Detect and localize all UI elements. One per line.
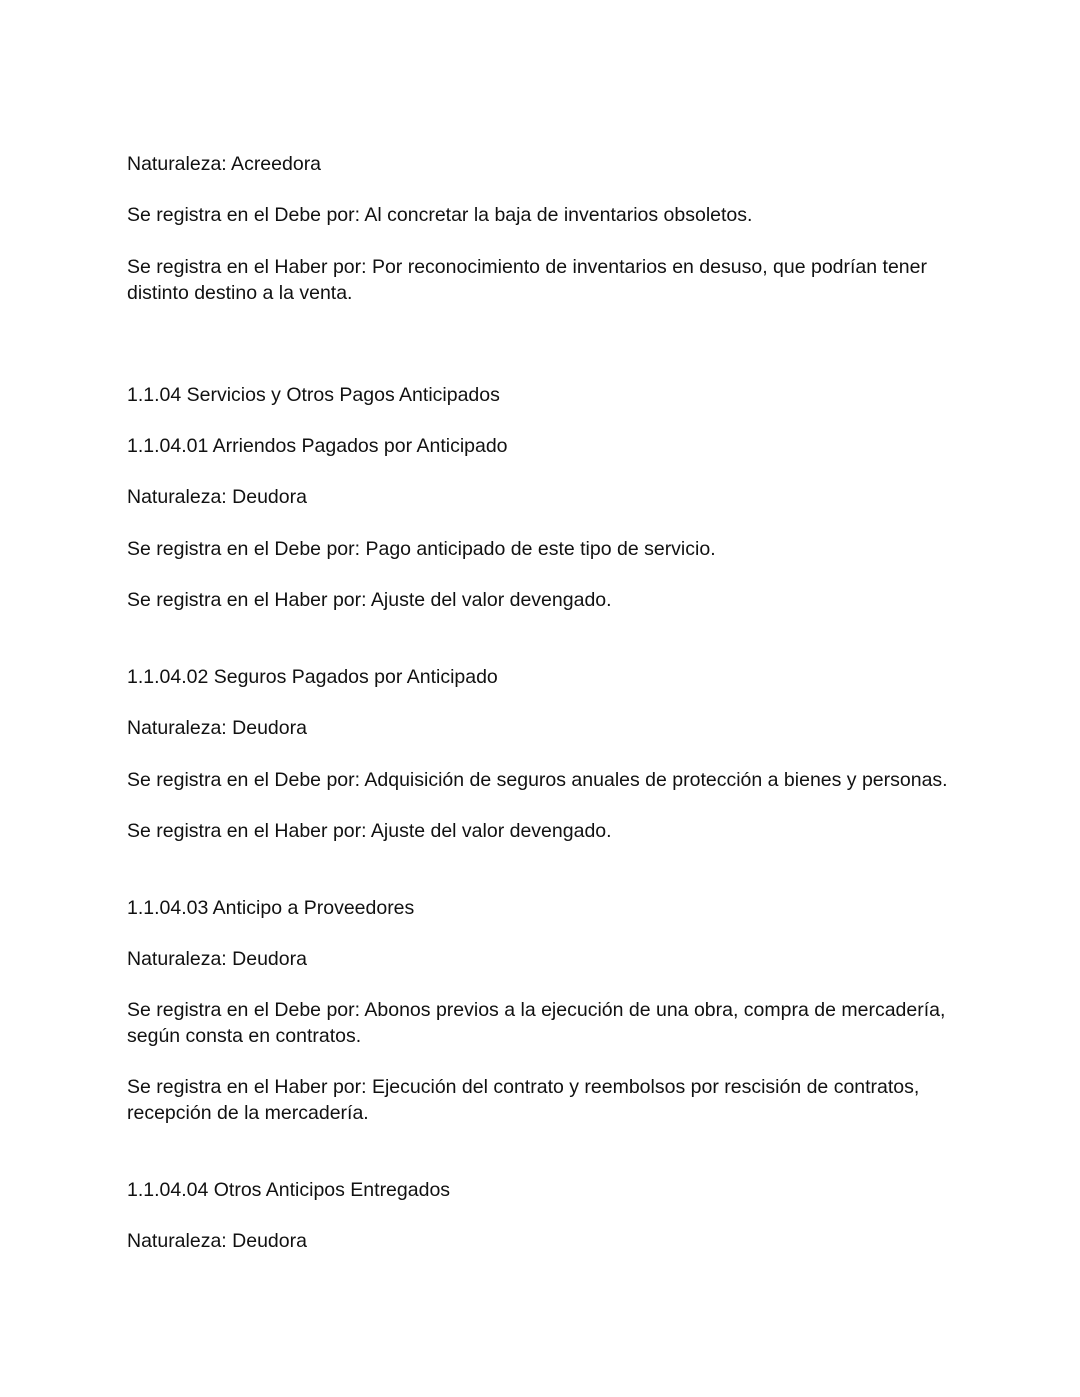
account-heading: 1.1.04.03 Anticipo a Proveedores xyxy=(127,897,415,919)
nature-line: Naturaleza: Deudora xyxy=(127,1230,307,1252)
nature-line: Naturaleza: Deudora xyxy=(127,948,307,970)
section-heading: 1.1.04 Servicios y Otros Pagos Anticipados xyxy=(127,384,500,406)
credit-line: Se registra en el Haber por: Ajuste del valor devengado. xyxy=(127,820,612,842)
account-heading: 1.1.04.04 Otros Anticipos Entregados xyxy=(127,1179,451,1201)
debit-line: Se registra en el Debe por: Adquisición de seguros anuales de protección a bienes y personas. xyxy=(127,769,948,791)
debit-line: Se registra en el Debe por: Abonos previos a la ejecución de una obra, compra de mercadería, según consta en contratos. xyxy=(127,999,946,1047)
nature-line: Naturaleza: Deudora xyxy=(127,717,307,739)
nature-line: Naturaleza: Deudora xyxy=(127,486,307,508)
nature-line: Naturaleza: Acreedora xyxy=(127,153,322,175)
debit-line: Se registra en el Debe por: Pago anticipado de este tipo de servicio. xyxy=(127,538,716,560)
debit-line: Se registra en el Debe por: Al concretar la baja de inventarios obsoletos. xyxy=(127,204,753,226)
account-heading: 1.1.04.01 Arriendos Pagados por Anticipado xyxy=(127,435,508,457)
credit-line: Se registra en el Haber por: Por reconocimiento de inventarios en desuso, que podrían tener distinto destino a la venta. xyxy=(127,256,927,304)
account-heading: 1.1.04.02 Seguros Pagados por Anticipado xyxy=(127,666,498,688)
credit-line: Se registra en el Haber por: Ajuste del valor devengado. xyxy=(127,589,612,611)
credit-line: Se registra en el Haber por: Ejecución del contrato y reembolsos por rescisión de contratos, recepción de la mercadería. xyxy=(127,1076,920,1124)
